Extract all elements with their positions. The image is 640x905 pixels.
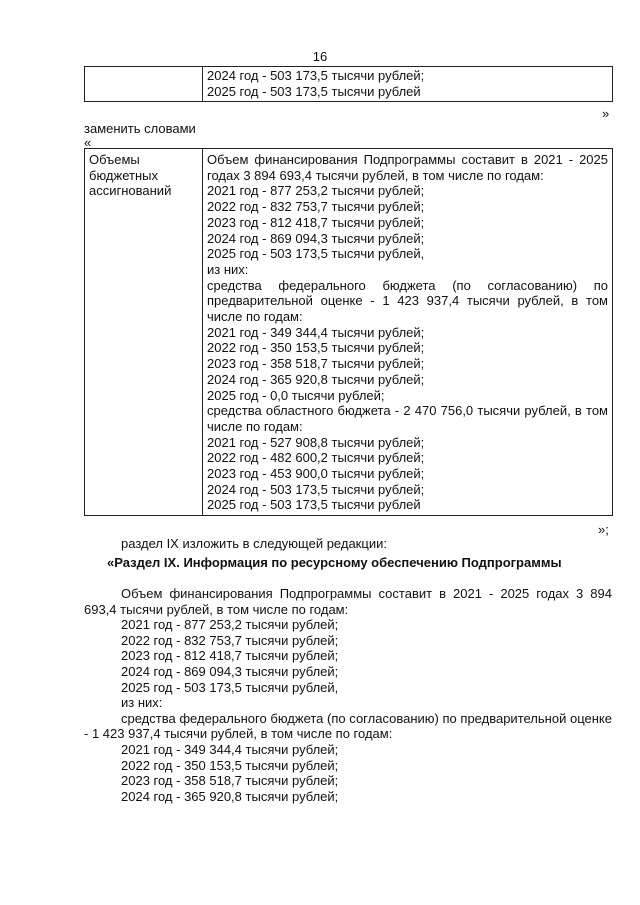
funding-line: 2024 год - 365 920,8 тысячи рублей; [207, 371, 425, 387]
body-line: 2021 год - 877 253,2 тысячи рублей; [121, 617, 339, 633]
funding-line: из них: [207, 261, 249, 277]
closing-quote: » [602, 106, 610, 121]
continued-line: 2024 год - 503 173,5 тысячи рублей; [207, 68, 425, 83]
regional-budget-summary: средства областного бюджета - 2 470 756,0 тысячи рублей, в том числе по годам: [207, 403, 608, 434]
funding-line: 2024 год - 503 173,5 тысячи рублей; [207, 481, 425, 497]
body-line: 2023 год - 358 518,7 тысячи рублей; [121, 773, 339, 789]
funding-line: 2022 год - 832 753,7 тысячи рублей; [207, 199, 425, 215]
body-line: 2024 год - 365 920,8 тысячи рублей; [121, 788, 339, 804]
section-intro: раздел IX изложить в следующей редакции: [121, 536, 387, 551]
body-paragraph: Объем финансирования Подпрограммы составит в 2021 - 2025 годах 3 894 693,4 тысячи рублей, в том числе по годам: [84, 586, 612, 617]
body-line: 2023 год - 812 418,7 тысячи рублей; [121, 648, 339, 664]
funding-line: 2025 год - 503 173,5 тысячи рублей, [207, 246, 425, 262]
budget-label-cell [85, 149, 203, 516]
budget-value-cell [203, 149, 613, 516]
budget-label: Объемы бюджетных ассигнований [89, 152, 172, 199]
continued-line: 2025 год - 503 173,5 тысячи рублей [207, 83, 421, 99]
page-number: 16 [312, 49, 328, 64]
section-title: «Раздел IX. Информация по ресурсному обеспечению Подпрограммы [107, 555, 562, 570]
section-body [84, 586, 612, 804]
funding-line: 2025 год - 0,0 тысячи рублей; [207, 387, 385, 403]
continued-table [84, 66, 613, 102]
budget-allocations-table [84, 148, 613, 516]
funding-line: 2023 год - 453 900,0 тысячи рублей; [207, 466, 425, 482]
funding-line: 2024 год - 869 094,3 тысячи рублей; [207, 230, 425, 246]
body-line: 2021 год - 349 344,4 тысячи рублей; [121, 741, 339, 757]
funding-line: 2021 год - 527 908,8 тысячи рублей; [207, 434, 425, 450]
opening-quote: « [84, 135, 92, 150]
body-paragraph: средства федерального бюджета (по согласованию) по предварительной оценке - 1 423 937,4 тысячи рублей, в том числе по годам: [84, 710, 612, 742]
continued-table-label-cell [85, 67, 203, 102]
body-line: 2024 год - 869 094,3 тысячи рублей; [121, 663, 339, 679]
funding-line: 2022 год - 350 153,5 тысячи рублей; [207, 340, 425, 356]
funding-line: 2023 год - 812 418,7 тысячи рублей; [207, 214, 425, 230]
funding-line: 2022 год - 482 600,2 тысячи рублей; [207, 450, 425, 466]
replace-phrase: заменить словами [84, 121, 196, 136]
funding-summary: Объем финансирования Подпрограммы составит в 2021 - 2025 годах 3 894 693,4 тысячи рублей, в том числе по годам: [207, 152, 608, 183]
continued-table-value-cell [203, 67, 613, 102]
funding-line: 2023 год - 358 518,7 тысячи рублей; [207, 356, 425, 372]
closing-quote-semicolon: »; [598, 522, 609, 537]
funding-line: 2021 год - 349 344,4 тысячи рублей; [207, 324, 425, 340]
federal-budget-summary: средства федерального бюджета (по согласованию) по предварительной оценке - 1 423 937,4 тысячи рублей, в том числе по годам: [207, 277, 608, 325]
funding-line: 2025 год - 503 173,5 тысячи рублей [207, 497, 421, 513]
funding-line: 2021 год - 877 253,2 тысячи рублей; [207, 183, 425, 199]
body-line: из них: [121, 695, 163, 711]
body-line: 2022 год - 832 753,7 тысячи рублей; [121, 632, 339, 648]
body-line: 2022 год - 350 153,5 тысячи рублей; [121, 757, 339, 773]
body-line: 2025 год - 503 173,5 тысячи рублей, [121, 679, 339, 695]
